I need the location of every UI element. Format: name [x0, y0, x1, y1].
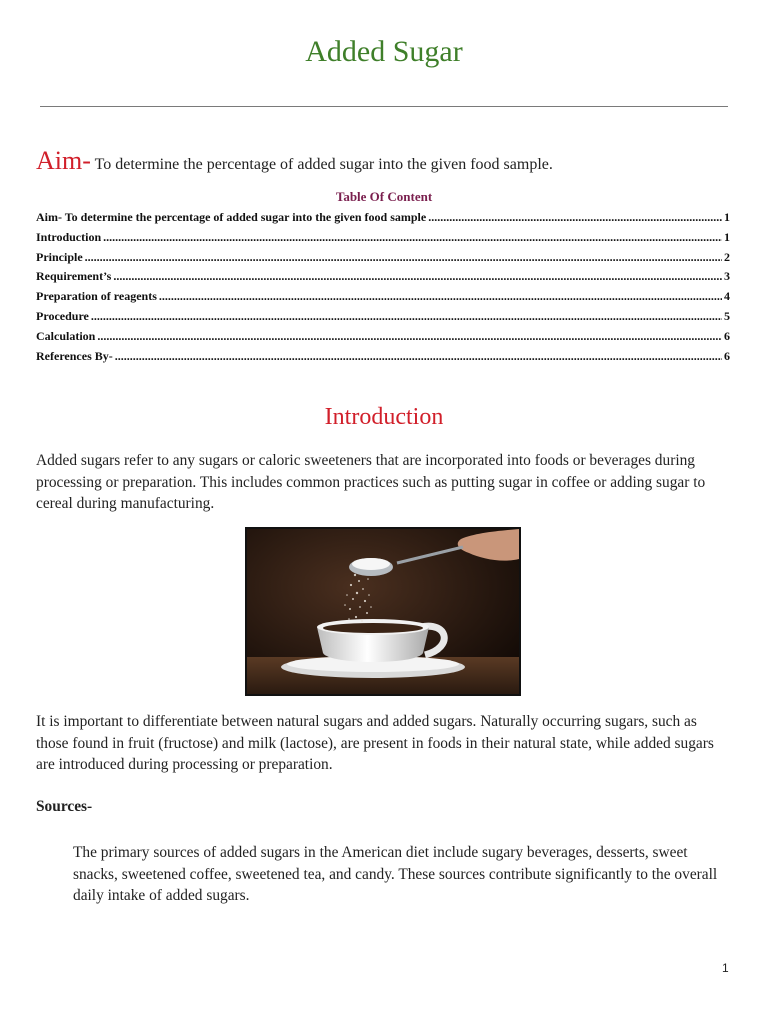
toc-leader-dots	[428, 210, 722, 225]
sources-heading: Sources-	[36, 798, 93, 815]
introduction-heading: Introduction	[324, 404, 444, 430]
toc-entry-procedure[interactable]	[36, 309, 730, 329]
toc-entry-page: 5	[724, 308, 730, 323]
toc-entry-aim[interactable]	[36, 210, 730, 230]
toc-entry-page: 6	[724, 328, 730, 343]
aim-label: Aim-	[36, 146, 91, 175]
toc-entry-label: Requirement’s	[36, 269, 112, 284]
toc-entry-label: Preparation of reagents	[36, 289, 157, 304]
toc-entry-introduction[interactable]	[36, 230, 730, 250]
toc-leader-dots	[159, 289, 722, 304]
toc-entry-page: 1	[724, 210, 730, 224]
toc-leader-dots	[113, 269, 722, 284]
toc-entry-page: 3	[724, 269, 730, 284]
toc-entry-label: Introduction	[36, 229, 102, 244]
toc-leader-dots	[91, 309, 722, 324]
toc-leader-dots	[97, 329, 722, 344]
toc-heading: Table Of Content	[335, 189, 433, 204]
toc-entry-principle[interactable]	[36, 250, 730, 270]
toc-entry-page: 2	[724, 249, 730, 264]
toc-entry-label: Principle	[36, 249, 83, 264]
toc-entry-label: Calculation	[36, 328, 96, 343]
toc-leader-dots	[103, 230, 722, 245]
toc-leader-dots	[115, 349, 722, 364]
toc-entry-page: 6	[724, 348, 730, 363]
title-divider	[40, 106, 728, 107]
toc-entry-label: Aim- To determine the percentage of added sugar into the given food sample	[36, 210, 427, 224]
toc-entry-references[interactable]	[36, 349, 730, 369]
toc-entry-requirements[interactable]	[36, 269, 730, 289]
page-number: 1	[722, 961, 729, 975]
sources-paragraph: The primary sources of added sugars in the American diet include sugary beverages, desserts, sweet snacks, sweetened coffee, sweetened tea, and candy. These sources contribute significantly to the overall daily intake of added sugars.	[73, 844, 718, 904]
toc-entry-page: 4	[724, 289, 730, 304]
table-of-contents	[36, 210, 730, 368]
introduction-paragraph: Added sugars refer to any sugars or caloric sweeteners that are incorporated into foods or beverages during processing or preparation. This includes common practices such as putting sugar in coffee or adding sugar to cereal during manufacturing.	[36, 452, 706, 512]
aim-text: To determine the percentage of added sugar into the given food sample.	[90, 156, 553, 173]
toc-entry-label: Procedure	[36, 308, 89, 323]
document-title: Added Sugar	[305, 35, 463, 68]
toc-entry-label: References By-	[36, 348, 113, 363]
aim-line	[36, 146, 736, 176]
natural-vs-added-paragraph: It is important to differentiate between natural sugars and added sugars. Naturally occurring sugars, such as those found in fruit (fructose) and milk (lactose), are present in foods in their natural state, while added sugars are introduced during processing or preparation.	[36, 713, 714, 773]
toc-leader-dots	[85, 250, 722, 265]
toc-entry-page: 1	[724, 229, 730, 244]
coffee-cup-icon	[247, 529, 519, 694]
toc-entry-preparation-of-reagents[interactable]	[36, 289, 730, 309]
coffee-sugar-image	[245, 527, 521, 696]
toc-entry-calculation[interactable]	[36, 329, 730, 349]
